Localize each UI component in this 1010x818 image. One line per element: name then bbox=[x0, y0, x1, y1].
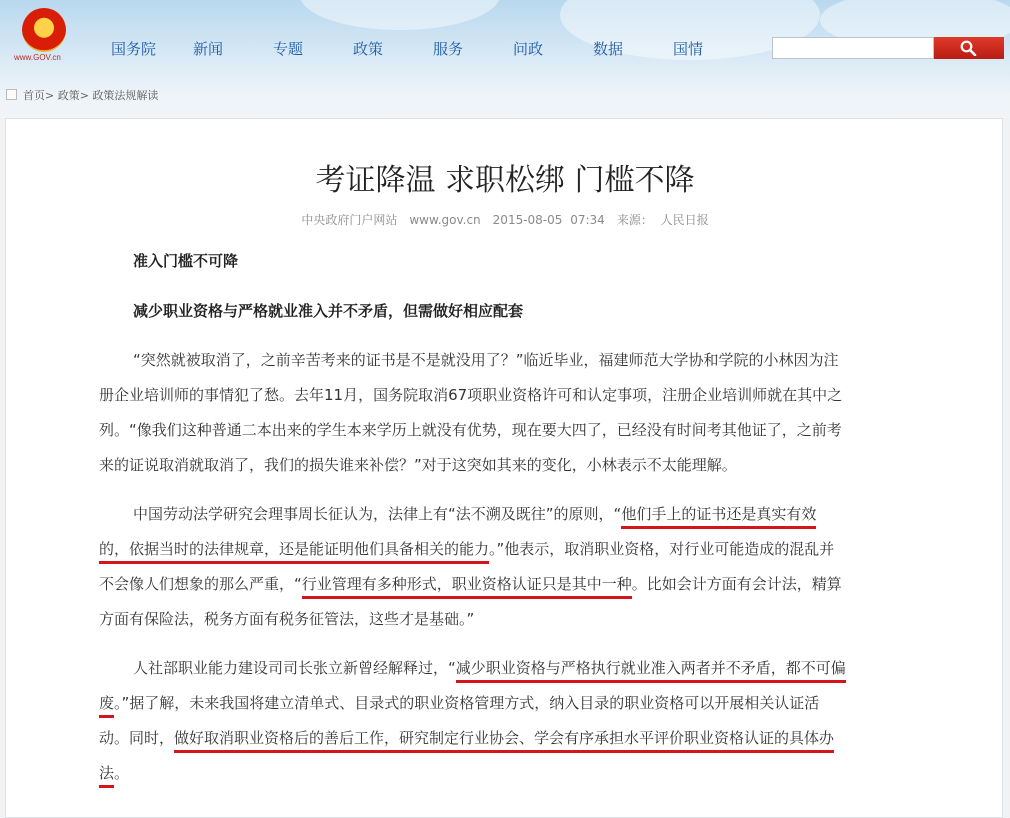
search-button[interactable] bbox=[934, 37, 1004, 59]
paragraph-line bbox=[133, 504, 816, 524]
nav-item-topics[interactable]: 专题 bbox=[273, 40, 304, 58]
text-run: 人社部职业能力建设司司长张立新曾经解释过，“ bbox=[133, 659, 456, 677]
text-run: 动。同时， bbox=[99, 729, 175, 747]
nav-item-inquiry[interactable]: 问政 bbox=[513, 40, 544, 58]
breadcrumb-separator: > bbox=[45, 89, 55, 102]
paragraph-line bbox=[99, 693, 819, 713]
text-run: 。”据了解，未来我国将建立清单式、目录式的职业资格管理方式，纳入目录的职业资格可以开展相关认证活 bbox=[114, 694, 820, 712]
paragraph-line: 方面有保险法，税务方面有税务征管法，这些才是基础。” bbox=[99, 610, 475, 628]
underlined-quote: 法 bbox=[99, 764, 114, 788]
home-icon bbox=[6, 89, 17, 100]
nav-item-services[interactable]: 服务 bbox=[433, 40, 464, 58]
site-header bbox=[0, 0, 1010, 118]
section-heading: 准入门槛不可降 bbox=[133, 252, 239, 270]
breadcrumb-separator: > bbox=[79, 89, 89, 102]
underlined-quote: 废 bbox=[99, 694, 114, 718]
underlined-quote: 他们手上的证书还是真实有效 bbox=[621, 505, 816, 529]
underlined-quote: 的，依据当时的法律规章，还是能证明他们具备相关的能力 bbox=[99, 540, 489, 564]
paragraph-line: “突然就被取消了，之前辛苦考来的证书是不是就没用了？”临近毕业，福建师范大学协和学院的小林因为注 bbox=[133, 351, 839, 369]
breadcrumb-policy[interactable]: 政策 bbox=[57, 89, 80, 102]
meta-datetime: 2015-08-05 07:34 bbox=[492, 213, 605, 227]
article-meta bbox=[0, 211, 1010, 228]
national-emblem-logo[interactable] bbox=[22, 8, 66, 52]
text-run: 。比如会计方面有会计法，精算 bbox=[631, 575, 842, 593]
nav-item-policy[interactable]: 政策 bbox=[353, 40, 384, 58]
text-run: 。 bbox=[114, 764, 130, 782]
meta-source-site: 中央政府门户网站 bbox=[301, 213, 398, 227]
nav-item-national-info[interactable]: 国情 bbox=[673, 40, 704, 58]
text-run: 。”他表示，取消职业资格，对行业可能造成的混乱并 bbox=[489, 540, 835, 558]
paragraph-line bbox=[99, 574, 842, 594]
search-icon bbox=[960, 40, 977, 56]
header-cloud bbox=[300, 0, 500, 30]
meta-source: 来源： 人民日报 bbox=[616, 213, 709, 227]
underlined-quote: 行业管理有多种形式，职业资格认证只是其中一种 bbox=[302, 575, 632, 599]
nav-item-data[interactable]: 数据 bbox=[593, 40, 624, 58]
paragraph-line bbox=[99, 763, 129, 783]
paragraph-line bbox=[99, 728, 834, 748]
paragraph-line bbox=[99, 539, 834, 559]
search-input[interactable] bbox=[772, 37, 934, 59]
article-title: 考证降温 求职松绑 门槛不降 bbox=[315, 163, 695, 198]
nav-item-state-council[interactable]: 国务院 bbox=[111, 40, 157, 58]
text-run: 不会像人们想象的那么严重，“ bbox=[99, 575, 302, 593]
section-subheading: 减少职业资格与严格就业准入并不矛盾，但需做好相应配套 bbox=[133, 302, 524, 320]
meta-domain: www.gov.cn bbox=[409, 213, 481, 227]
paragraph-line: 册企业培训师的事情犯了愁。去年11月，国务院取消67项职业资格许可和认定事项，注册企业培训师就在其中之 bbox=[99, 386, 843, 404]
breadcrumb bbox=[6, 87, 158, 103]
paragraph-line bbox=[133, 658, 846, 678]
paragraph-line: 来的证说取消就取消了，我们的损失谁来补偿？”对于这突如其来的变化，小林表示不太能理解。 bbox=[99, 456, 737, 474]
breadcrumb-home[interactable]: 首页 bbox=[23, 89, 45, 102]
underlined-quote: 做好取消职业资格后的善后工作，研究制定行业协会、学会有序承担水平评价职业资格认证的具体办 bbox=[174, 729, 834, 753]
site-domain-logo-text: www.GOV.cn bbox=[14, 53, 61, 62]
nav-item-news[interactable]: 新闻 bbox=[193, 40, 224, 58]
underlined-quote: 减少职业资格与严格执行就业准入两者并不矛盾，都不可偏 bbox=[456, 659, 846, 683]
star-icon: ★ bbox=[35, 14, 53, 35]
breadcrumb-policy-interpretation[interactable]: 政策法规解读 bbox=[92, 89, 159, 102]
paragraph-line: 列。“像我们这种普通二本出来的学生本来学历上就没有优势，现在要大四了，已经没有时间考其他证了，之前考 bbox=[99, 421, 842, 439]
text-run: 中国劳动法学研究会理事周长征认为，法律上有“法不溯及既往”的原则，“ bbox=[133, 505, 622, 523]
